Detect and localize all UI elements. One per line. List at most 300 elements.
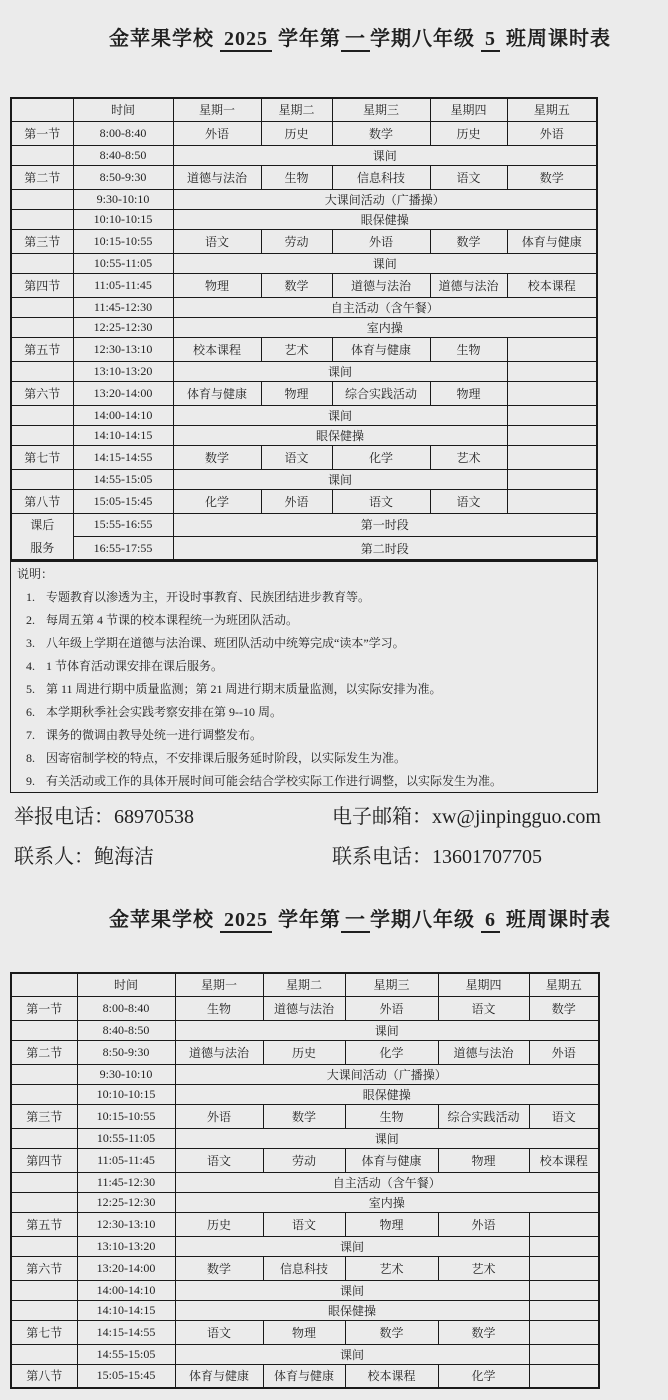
table-head xyxy=(11,973,599,996)
note-number: 1. xyxy=(26,590,35,604)
section-cell xyxy=(11,405,73,425)
merged-activity-cell: 课间 xyxy=(175,1020,599,1040)
table-row xyxy=(11,425,597,445)
title-underlined-part: 2025 xyxy=(220,28,272,52)
subject-cell: 语文 xyxy=(332,489,430,513)
time-cell: 15:05-15:45 xyxy=(73,489,173,513)
subject-cell: 语文 xyxy=(175,1148,263,1172)
section-cell xyxy=(11,209,73,229)
empty-friday-cell xyxy=(507,469,597,489)
subject-cell: 数学 xyxy=(175,1256,263,1280)
title-part: 学年第 xyxy=(272,28,341,50)
note-number: 6. xyxy=(26,705,35,719)
subject-cell: 外语 xyxy=(345,996,438,1020)
time-cell: 14:00-14:10 xyxy=(73,405,173,425)
note-line xyxy=(17,632,591,655)
subject-cell: 语文 xyxy=(529,1104,599,1128)
subject-cell: 物理 xyxy=(173,273,261,297)
report-phone-value: 68970538 xyxy=(114,806,194,828)
merged-activity-cell: 课间 xyxy=(173,145,597,165)
title-part: 班周课时表 xyxy=(500,28,611,50)
subject-cell: 物理 xyxy=(345,1212,438,1236)
section-cell: 第七节 xyxy=(11,445,73,469)
subject-cell: 体育与健康 xyxy=(345,1148,438,1172)
section-cell: 第八节 xyxy=(11,1364,77,1388)
table-row xyxy=(11,489,597,513)
table-row xyxy=(11,229,597,253)
table-row xyxy=(11,1300,599,1320)
time-cell: 10:55-11:05 xyxy=(77,1128,175,1148)
subject-cell: 化学 xyxy=(345,1040,438,1064)
section-cell: 第二节 xyxy=(11,165,73,189)
subject-cell: 数学 xyxy=(332,121,430,145)
subject-cell: 物理 xyxy=(261,381,332,405)
section-cell xyxy=(11,1172,77,1192)
email-value: xw@jinpingguo.com xyxy=(432,806,601,828)
subject-cell: 体育与健康 xyxy=(263,1364,345,1388)
time-cell: 13:10-13:20 xyxy=(73,361,173,381)
subject-cell: 语文 xyxy=(261,445,332,469)
note-text: 每周五第 4 节课的校本课程统一为班团队活动。 xyxy=(46,613,299,627)
table-row xyxy=(11,165,597,189)
time-cell: 14:10-14:15 xyxy=(73,425,173,445)
time-header-cell: 时间 xyxy=(77,973,175,996)
subject-cell: 语文 xyxy=(430,165,507,189)
note-number: 3. xyxy=(26,636,35,650)
subject-cell: 物理 xyxy=(263,1320,345,1344)
section-cell xyxy=(11,425,73,445)
time-cell: 8:00-8:40 xyxy=(73,121,173,145)
section-cell: 第三节 xyxy=(11,1104,77,1128)
time-cell: 10:10-10:15 xyxy=(73,209,173,229)
title-part: 学年第 xyxy=(272,909,341,931)
subject-cell: 道德与法治 xyxy=(332,273,430,297)
empty-friday-cell xyxy=(529,1280,599,1300)
subject-cell: 体育与健康 xyxy=(173,381,261,405)
time-cell: 12:30-13:10 xyxy=(77,1212,175,1236)
empty-subject-cell xyxy=(529,1256,599,1280)
time-cell: 15:05-15:45 xyxy=(77,1364,175,1388)
notes-title: 说明： xyxy=(17,567,54,581)
merged-activity-cell: 眼保健操 xyxy=(175,1300,529,1320)
section-cell xyxy=(11,1280,77,1300)
merged-activity-cell: 课间 xyxy=(173,253,597,273)
empty-subject-cell xyxy=(529,1212,599,1236)
section-cell: 第六节 xyxy=(11,381,73,405)
time-cell: 14:55-15:05 xyxy=(73,469,173,489)
table-row xyxy=(11,297,597,317)
merged-activity-cell: 眼保健操 xyxy=(175,1084,599,1104)
section-cell xyxy=(11,361,73,381)
merged-activity-cell: 课间 xyxy=(175,1128,599,1148)
contact-phone xyxy=(332,842,542,872)
table-row xyxy=(11,253,597,273)
time-cell: 11:05-11:45 xyxy=(73,273,173,297)
time-cell: 8:50-9:30 xyxy=(73,165,173,189)
merged-activity-cell: 大课间活动（广播操） xyxy=(175,1064,599,1084)
sheet2-title xyxy=(60,903,660,932)
subject-cell: 历史 xyxy=(430,121,507,145)
timetable-class-5 xyxy=(10,97,598,562)
time-cell: 8:40-8:50 xyxy=(77,1020,175,1040)
subject-cell: 数学 xyxy=(507,165,597,189)
day-header-cell: 星期四 xyxy=(430,98,507,121)
empty-friday-cell xyxy=(529,1236,599,1256)
section-cell xyxy=(11,317,73,337)
merged-activity-cell: 课间 xyxy=(175,1344,529,1364)
day-header-cell: 星期三 xyxy=(345,973,438,996)
note-number: 4. xyxy=(26,659,35,673)
subject-cell: 物理 xyxy=(438,1148,529,1172)
subject-cell: 信息科技 xyxy=(332,165,430,189)
note-text: 课务的微调由教导处统一进行调整发布。 xyxy=(46,728,263,742)
sheet1-title xyxy=(60,22,660,51)
table-row xyxy=(11,1020,599,1040)
header-row xyxy=(11,98,597,121)
subject-cell: 生物 xyxy=(430,337,507,361)
note-line xyxy=(17,701,591,724)
time-cell: 15:55-16:55 xyxy=(73,513,173,537)
table-row xyxy=(11,1172,599,1192)
section-cell xyxy=(11,253,73,273)
subject-cell: 体育与健康 xyxy=(332,337,430,361)
section-cell: 第三节 xyxy=(11,229,73,253)
corner-cell xyxy=(11,98,73,121)
time-cell: 13:10-13:20 xyxy=(77,1236,175,1256)
section-cell: 第七节 xyxy=(11,1320,77,1344)
table-row xyxy=(11,1236,599,1256)
title-underlined-part: 6 xyxy=(481,909,500,933)
subject-cell: 数学 xyxy=(261,273,332,297)
time-cell: 12:25-12:30 xyxy=(73,317,173,337)
note-line xyxy=(17,678,591,701)
title-underlined-part: 一 xyxy=(341,909,370,933)
note-text: 1 节体育活动课安排在课后服务。 xyxy=(46,659,224,673)
day-header-cell: 星期三 xyxy=(332,98,430,121)
email xyxy=(332,802,601,832)
table-row xyxy=(11,381,597,405)
time-cell: 8:00-8:40 xyxy=(77,996,175,1020)
section-cell: 第五节 xyxy=(11,337,73,361)
table-row xyxy=(11,1280,599,1300)
table-row xyxy=(11,145,597,165)
subject-cell: 语文 xyxy=(430,489,507,513)
report-phone xyxy=(14,802,194,832)
empty-subject-cell xyxy=(529,1320,599,1344)
note-text: 八年级上学期在道德与法治课、班团队活动中统筹完成“读本”学习。 xyxy=(46,636,405,650)
time-cell: 10:10-10:15 xyxy=(77,1084,175,1104)
empty-friday-cell xyxy=(529,1344,599,1364)
empty-subject-cell xyxy=(507,489,597,513)
subject-cell: 综合实践活动 xyxy=(438,1104,529,1128)
subject-cell: 信息科技 xyxy=(263,1256,345,1280)
merged-activity-cell: 第二时段 xyxy=(173,537,597,561)
subject-cell: 道德与法治 xyxy=(173,165,261,189)
day-header-cell: 星期五 xyxy=(507,98,597,121)
table-row xyxy=(11,337,597,361)
note-line xyxy=(17,724,591,747)
notes-box xyxy=(10,559,598,793)
empty-friday-cell xyxy=(507,405,597,425)
section-cell xyxy=(11,189,73,209)
table-row xyxy=(11,469,597,489)
table-row xyxy=(11,1256,599,1280)
contact-phone-value: 13601707705 xyxy=(432,846,542,868)
title-underlined-part: 5 xyxy=(481,28,500,52)
empty-subject-cell xyxy=(507,445,597,469)
table-row xyxy=(11,1084,599,1104)
subject-cell: 语文 xyxy=(438,996,529,1020)
timetable-class-6 xyxy=(10,972,600,1389)
subject-cell: 道德与法治 xyxy=(430,273,507,297)
note-text: 有关活动或工作的具体开展时间可能会结合学校实际工作进行调整，以实际发生为准。 xyxy=(46,774,503,788)
section-cell xyxy=(11,1344,77,1364)
section-cell xyxy=(11,145,73,165)
time-cell: 12:30-13:10 xyxy=(73,337,173,361)
merged-activity-cell: 课间 xyxy=(175,1280,529,1300)
table-row xyxy=(11,445,597,469)
note-number: 5. xyxy=(26,682,35,696)
note-line xyxy=(17,747,591,770)
table-row xyxy=(11,209,597,229)
section-cell: 第五节 xyxy=(11,1212,77,1236)
day-header-cell: 星期二 xyxy=(261,98,332,121)
email-label: 电子邮箱： xyxy=(332,806,432,828)
time-cell: 11:05-11:45 xyxy=(77,1148,175,1172)
title-part: 金苹果学校 xyxy=(109,909,220,931)
section-cell xyxy=(11,1128,77,1148)
subject-cell: 体育与健康 xyxy=(175,1364,263,1388)
table-row xyxy=(11,1064,599,1084)
note-number: 9. xyxy=(26,774,35,788)
subject-cell: 数学 xyxy=(263,1104,345,1128)
after-school-section-line: 服务 xyxy=(30,540,55,555)
section-cell xyxy=(11,1064,77,1084)
merged-activity-cell: 课间 xyxy=(175,1236,529,1256)
subject-cell: 艺术 xyxy=(438,1256,529,1280)
subject-cell: 数学 xyxy=(430,229,507,253)
empty-friday-cell xyxy=(529,1300,599,1320)
table-row xyxy=(11,361,597,381)
subject-cell: 生物 xyxy=(175,996,263,1020)
subject-cell: 外语 xyxy=(529,1040,599,1064)
section-cell: 第二节 xyxy=(11,1040,77,1064)
time-cell: 10:15-10:55 xyxy=(77,1104,175,1128)
time-cell: 9:30-10:10 xyxy=(73,189,173,209)
after-school-section-cell xyxy=(11,513,73,561)
subject-cell: 校本课程 xyxy=(529,1148,599,1172)
section-cell xyxy=(11,1300,77,1320)
section-cell xyxy=(11,1020,77,1040)
note-line xyxy=(17,609,591,632)
subject-cell: 外语 xyxy=(507,121,597,145)
time-cell: 9:30-10:10 xyxy=(77,1064,175,1084)
time-cell: 8:40-8:50 xyxy=(73,145,173,165)
corner-cell xyxy=(11,973,77,996)
table-row xyxy=(11,1192,599,1212)
table-row xyxy=(11,1040,599,1064)
contact-person-value: 鲍海洁 xyxy=(94,846,154,868)
table-row xyxy=(11,996,599,1020)
section-cell xyxy=(11,1084,77,1104)
subject-cell: 外语 xyxy=(261,489,332,513)
subject-cell: 历史 xyxy=(175,1212,263,1236)
time-cell: 14:55-15:05 xyxy=(77,1344,175,1364)
subject-cell: 艺术 xyxy=(345,1256,438,1280)
day-header-cell: 星期二 xyxy=(263,973,345,996)
time-cell: 14:00-14:10 xyxy=(77,1280,175,1300)
notes-list xyxy=(17,586,591,793)
subject-cell: 历史 xyxy=(263,1040,345,1064)
merged-activity-cell: 自主活动（含午餐） xyxy=(175,1172,599,1192)
note-number: 7. xyxy=(26,728,35,742)
subject-cell: 物理 xyxy=(430,381,507,405)
note-text: 本学期秋季社会实践考察安排在第 9--10 周。 xyxy=(46,705,282,719)
section-cell: 第八节 xyxy=(11,489,73,513)
section-cell xyxy=(11,1236,77,1256)
table-row xyxy=(11,121,597,145)
note-line xyxy=(17,655,591,678)
empty-subject-cell xyxy=(507,381,597,405)
merged-activity-cell: 室内操 xyxy=(173,317,597,337)
subject-cell: 生物 xyxy=(345,1104,438,1128)
subject-cell: 校本课程 xyxy=(507,273,597,297)
after-school-section-line: 课后 xyxy=(30,517,55,532)
subject-cell: 数学 xyxy=(529,996,599,1020)
contact-line-2 xyxy=(0,842,668,872)
merged-activity-cell: 课间 xyxy=(173,405,507,425)
title-part: 班周课时表 xyxy=(500,909,611,931)
table-row xyxy=(11,1320,599,1344)
day-header-cell: 星期五 xyxy=(529,973,599,996)
section-cell: 第四节 xyxy=(11,1148,77,1172)
merged-activity-cell: 课间 xyxy=(173,469,507,489)
note-text: 因寄宿制学校的特点，不安排课后服务延时阶段，以实际发生为准。 xyxy=(46,751,407,765)
subject-cell: 语文 xyxy=(263,1212,345,1236)
merged-activity-cell: 眼保健操 xyxy=(173,209,597,229)
note-number: 2. xyxy=(26,613,35,627)
time-cell: 13:20-14:00 xyxy=(73,381,173,405)
merged-activity-cell: 第一时段 xyxy=(173,513,597,537)
note-line xyxy=(17,586,591,609)
subject-cell: 历史 xyxy=(261,121,332,145)
report-phone-label: 举报电话： xyxy=(14,806,114,828)
subject-cell: 生物 xyxy=(261,165,332,189)
contact-phone-label: 联系电话： xyxy=(332,846,432,868)
table-row xyxy=(11,1128,599,1148)
table-head xyxy=(11,98,597,121)
time-cell: 11:45-12:30 xyxy=(77,1172,175,1192)
time-cell: 14:15-14:55 xyxy=(77,1320,175,1344)
time-cell: 12:25-12:30 xyxy=(77,1192,175,1212)
empty-subject-cell xyxy=(529,1364,599,1388)
subject-cell: 劳动 xyxy=(261,229,332,253)
table-row xyxy=(11,513,597,537)
merged-activity-cell: 自主活动（含午餐） xyxy=(173,297,597,317)
note-number: 8. xyxy=(26,751,35,765)
subject-cell: 外语 xyxy=(332,229,430,253)
title-underlined-part: 2025 xyxy=(220,909,272,933)
section-cell: 第一节 xyxy=(11,121,73,145)
table-row xyxy=(11,405,597,425)
time-cell: 14:15-14:55 xyxy=(73,445,173,469)
subject-cell: 艺术 xyxy=(430,445,507,469)
title-part: 学期八年级 xyxy=(370,909,481,931)
time-header-cell: 时间 xyxy=(73,98,173,121)
subject-cell: 道德与法治 xyxy=(263,996,345,1020)
subject-cell: 数学 xyxy=(173,445,261,469)
table-row xyxy=(11,1344,599,1364)
subject-cell: 校本课程 xyxy=(345,1364,438,1388)
time-cell: 10:15-10:55 xyxy=(73,229,173,253)
time-cell: 10:55-11:05 xyxy=(73,253,173,273)
day-header-cell: 星期四 xyxy=(438,973,529,996)
title-part: 学期八年级 xyxy=(370,28,481,50)
subject-cell: 外语 xyxy=(175,1104,263,1128)
table-row xyxy=(11,1212,599,1236)
subject-cell: 化学 xyxy=(173,489,261,513)
section-cell: 第六节 xyxy=(11,1256,77,1280)
note-text: 第 11 周进行期中质量监测；第 21 周进行期末质量监测，以实际安排为准。 xyxy=(46,682,442,696)
time-cell: 11:45-12:30 xyxy=(73,297,173,317)
time-cell: 13:20-14:00 xyxy=(77,1256,175,1280)
table-row xyxy=(11,273,597,297)
subject-cell: 语文 xyxy=(175,1320,263,1344)
header-row xyxy=(11,973,599,996)
merged-activity-cell: 大课间活动（广播操） xyxy=(173,189,597,209)
title-underlined-part: 一 xyxy=(341,28,370,52)
table-row xyxy=(11,1104,599,1128)
subject-cell: 数学 xyxy=(438,1320,529,1344)
table-row xyxy=(11,1148,599,1172)
empty-subject-cell xyxy=(507,337,597,361)
note-line xyxy=(17,770,591,793)
section-cell: 第四节 xyxy=(11,273,73,297)
subject-cell: 数学 xyxy=(345,1320,438,1344)
note-text: 专题教育以渗透为主，开设时事教育、民族团结进步教育等。 xyxy=(46,590,371,604)
subject-cell: 综合实践活动 xyxy=(332,381,430,405)
subject-cell: 劳动 xyxy=(263,1148,345,1172)
table-body xyxy=(11,996,599,1388)
merged-activity-cell: 室内操 xyxy=(175,1192,599,1212)
subject-cell: 化学 xyxy=(438,1364,529,1388)
section-cell xyxy=(11,469,73,489)
contact-line-1 xyxy=(0,802,668,832)
table-row xyxy=(11,537,597,561)
title-part: 金苹果学校 xyxy=(109,28,220,50)
section-cell xyxy=(11,1192,77,1212)
subject-cell: 外语 xyxy=(438,1212,529,1236)
time-cell: 16:55-17:55 xyxy=(73,537,173,561)
subject-cell: 道德与法治 xyxy=(175,1040,263,1064)
subject-cell: 艺术 xyxy=(261,337,332,361)
empty-friday-cell xyxy=(507,361,597,381)
subject-cell: 语文 xyxy=(173,229,261,253)
contact-person xyxy=(14,842,154,872)
merged-activity-cell: 眼保健操 xyxy=(173,425,507,445)
table-row xyxy=(11,189,597,209)
section-cell xyxy=(11,297,73,317)
day-header-cell: 星期一 xyxy=(173,98,261,121)
subject-cell: 体育与健康 xyxy=(507,229,597,253)
table-body xyxy=(11,121,597,561)
subject-cell: 道德与法治 xyxy=(438,1040,529,1064)
time-cell: 14:10-14:15 xyxy=(77,1300,175,1320)
empty-friday-cell xyxy=(507,425,597,445)
merged-activity-cell: 课间 xyxy=(173,361,507,381)
subject-cell: 化学 xyxy=(332,445,430,469)
subject-cell: 外语 xyxy=(173,121,261,145)
